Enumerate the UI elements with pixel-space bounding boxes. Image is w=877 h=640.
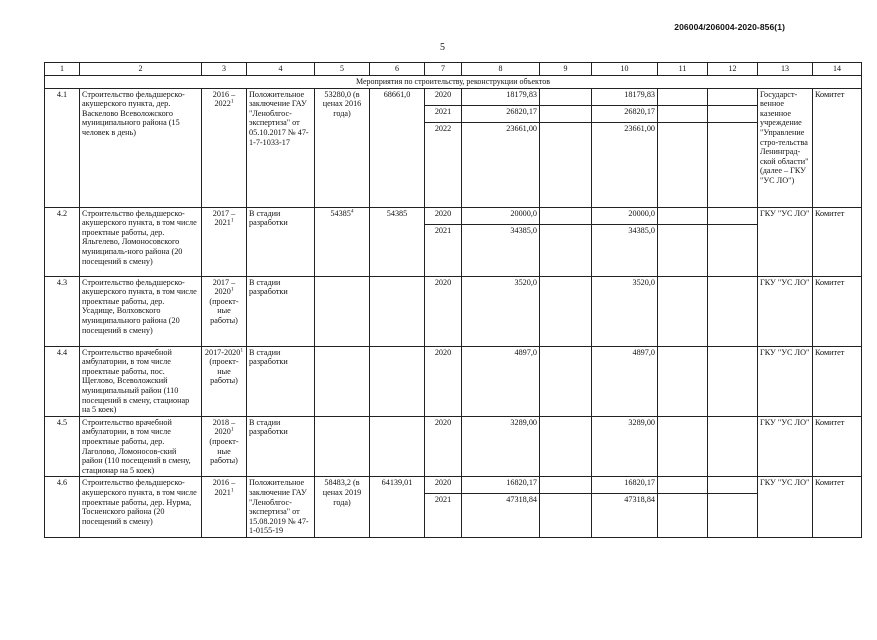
amount-other (708, 477, 758, 494)
customer: ГКУ "УС ЛО" (758, 346, 813, 416)
page-number: 5 (440, 42, 445, 53)
period: 2016 –2022$^1$ (202, 88, 247, 207)
amount-federal (540, 224, 592, 276)
period: 2016 –2021$^1$ (202, 477, 247, 538)
column-number-8: 8 (462, 63, 540, 76)
current-cost: 54385 (370, 207, 425, 276)
amount-local (658, 494, 708, 538)
year: 2020 (425, 276, 462, 346)
amount-federal (540, 416, 592, 477)
amount-local (658, 207, 708, 224)
amount-total: 34385,0 (462, 224, 540, 276)
project-doc: В стадии разработки (247, 276, 315, 346)
year: 2021 (425, 224, 462, 276)
table-row (45, 276, 862, 346)
amount-other (708, 105, 758, 122)
responsible: Комитет (813, 207, 862, 276)
footnote-mark: 1 (240, 346, 244, 353)
table-row (45, 416, 862, 477)
amount-other (708, 494, 758, 538)
estimated-cost: 54385$^4$ (315, 207, 370, 276)
column-number-14: 14 (813, 63, 862, 76)
amount-total: 23661,00 (462, 122, 540, 207)
row-number: 4.2 (45, 207, 80, 276)
document-number: 206004/206004-2020-856(1) (674, 22, 785, 32)
object-name: Строительство фельдшерско-акушерского пункта, дер. Васкелово Всеволожского муниципального района (15 человек в день) (80, 88, 202, 207)
customer: ГКУ "УС ЛО" (758, 207, 813, 276)
year: 2020 (425, 346, 462, 416)
estimated-cost: 58483,2 (в ценах 2019 года) (315, 477, 370, 538)
row-number: 4.6 (45, 477, 80, 538)
amount-federal (540, 494, 592, 538)
project-doc: В стадии разработки (247, 346, 315, 416)
current-cost (370, 416, 425, 477)
year: 2020 (425, 88, 462, 105)
amount-regional: 20000,0 (592, 207, 658, 224)
row-number: 4.5 (45, 416, 80, 477)
amount-federal (540, 207, 592, 224)
amount-federal (540, 477, 592, 494)
column-number-12: 12 (708, 63, 758, 76)
estimated-cost (315, 346, 370, 416)
column-number-13: 13 (758, 63, 813, 76)
column-number-3: 3 (202, 63, 247, 76)
amount-federal (540, 105, 592, 122)
footnote-mark: 1 (230, 217, 234, 224)
column-number-5: 5 (315, 63, 370, 76)
footnote-mark: 1 (230, 487, 234, 494)
table-row (45, 88, 862, 105)
period: 2017 –2020$^1$ (проект-ные работы) (202, 276, 247, 346)
amount-local (658, 477, 708, 494)
amount-federal (540, 276, 592, 346)
column-number-1: 1 (45, 63, 80, 76)
object-name: Строительство врачебной амбулатории, в том числе проектные работы, дер. Лаголово, Ломоносов-ский район (110 посещений в смену, стационар на 5 коек) (80, 416, 202, 477)
responsible: Комитет (813, 88, 862, 207)
column-number-4: 4 (247, 63, 315, 76)
amount-regional: 18179,83 (592, 88, 658, 105)
amount-total: 4897,0 (462, 346, 540, 416)
amount-regional: 16820,17 (592, 477, 658, 494)
amount-regional: 23661,00 (592, 122, 658, 207)
period: 2017-2020$^1$ (проект-ные работы) (202, 346, 247, 416)
amount-total: 3520,0 (462, 276, 540, 346)
amount-total: 20000,0 (462, 207, 540, 224)
table-row (45, 477, 862, 494)
column-number-9: 9 (540, 63, 592, 76)
period: 2017 –2021$^1$ (202, 207, 247, 276)
project-doc: Положительное заключение ГАУ "Леноблгос-экспертиза" от 05.10.2017 № 47-1-7-1033-17 (247, 88, 315, 207)
amount-local (658, 416, 708, 477)
footnote-mark: 4 (350, 207, 354, 214)
estimated-cost (315, 276, 370, 346)
amount-local (658, 122, 708, 207)
amount-local (658, 276, 708, 346)
row-number: 4.1 (45, 88, 80, 207)
amount-other (708, 276, 758, 346)
amount-federal (540, 122, 592, 207)
amount-total: 18179,83 (462, 88, 540, 105)
footnote-mark: 1 (230, 426, 234, 433)
responsible: Комитет (813, 346, 862, 416)
amount-other (708, 207, 758, 224)
year: 2020 (425, 207, 462, 224)
column-number-7: 7 (425, 63, 462, 76)
current-cost (370, 346, 425, 416)
responsible: Комитет (813, 276, 862, 346)
amount-local (658, 224, 708, 276)
table-row (45, 346, 862, 416)
customer: ГКУ "УС ЛО" (758, 477, 813, 538)
project-doc: В стадии разработки (247, 416, 315, 477)
column-number-10: 10 (592, 63, 658, 76)
amount-regional: 26820,17 (592, 105, 658, 122)
amount-total: 47318,84 (462, 494, 540, 538)
responsible: Комитет (813, 416, 862, 477)
column-number-11: 11 (658, 63, 708, 76)
year: 2021 (425, 105, 462, 122)
section-title: Мероприятия по строительству, реконструкции объектов (45, 76, 862, 89)
amount-other (708, 346, 758, 416)
footnote-mark: 1 (230, 98, 234, 105)
column-number-2: 2 (80, 63, 202, 76)
estimated-cost: 53280,0 (в ценах 2016 года) (315, 88, 370, 207)
column-number-6: 6 (370, 63, 425, 76)
amount-regional: 34385,0 (592, 224, 658, 276)
responsible: Комитет (813, 477, 862, 538)
amount-federal (540, 88, 592, 105)
amount-local (658, 346, 708, 416)
amount-total: 3289,00 (462, 416, 540, 477)
current-cost: 64139,01 (370, 477, 425, 538)
amount-other (708, 416, 758, 477)
project-doc: Положительное заключение ГАУ "Леноблгос-экспертиза" от 15.08.2019 № 47-1-0155-19 (247, 477, 315, 538)
customer: ГКУ "УС ЛО" (758, 416, 813, 477)
amount-regional: 4897,0 (592, 346, 658, 416)
amount-local (658, 88, 708, 105)
amount-other (708, 122, 758, 207)
amount-total: 16820,17 (462, 477, 540, 494)
object-name: Строительство фельдшерско-акушерского пункта, в том числе проектные работы, дер. Усадище, Волховского муниципального района (20 посещений в смену) (80, 276, 202, 346)
table-row (45, 207, 862, 224)
amount-regional: 3520,0 (592, 276, 658, 346)
row-number: 4.3 (45, 276, 80, 346)
amount-local (658, 105, 708, 122)
amount-regional: 47318,84 (592, 494, 658, 538)
column-number-row (45, 63, 862, 76)
table-body (45, 63, 862, 538)
measures-table (44, 62, 862, 538)
object-name: Строительство врачебной амбулатории, в том числе проектные работы, пос. Щеглово, Всеволожский муниципальный район (110 посещений в смену, стационар на 5 коек) (80, 346, 202, 416)
year: 2020 (425, 416, 462, 477)
amount-regional: 3289,00 (592, 416, 658, 477)
footnote-mark: 1 (230, 286, 234, 293)
object-name: Строительство фельдшерско-акушерского пункта, в том числе проектные работы, дер. Нурма, Тосненского района (20 посещений в смену) (80, 477, 202, 538)
amount-other (708, 224, 758, 276)
project-doc: В стадии разработки (247, 207, 315, 276)
section-row (45, 76, 862, 89)
amount-total: 26820,17 (462, 105, 540, 122)
current-cost (370, 276, 425, 346)
period: 2018 –2020$^1$ (проект-ные работы) (202, 416, 247, 477)
current-cost: 68661,0 (370, 88, 425, 207)
object-name: Строительство фельдшерско-акушерского пункта, в том числе проектные работы, дер. Яльгелево, Ломоносовского муниципаль-ного района (20 посещений в смену) (80, 207, 202, 276)
year: 2022 (425, 122, 462, 207)
year: 2020 (425, 477, 462, 494)
year: 2021 (425, 494, 462, 538)
customer: Государст-венное казенное учреждение "Управление стро-тельства Ленинград-ской области" (далее – ГКУ "УС ЛО") (758, 88, 813, 207)
estimated-cost (315, 416, 370, 477)
row-number: 4.4 (45, 346, 80, 416)
amount-federal (540, 346, 592, 416)
customer: ГКУ "УС ЛО" (758, 276, 813, 346)
amount-other (708, 88, 758, 105)
